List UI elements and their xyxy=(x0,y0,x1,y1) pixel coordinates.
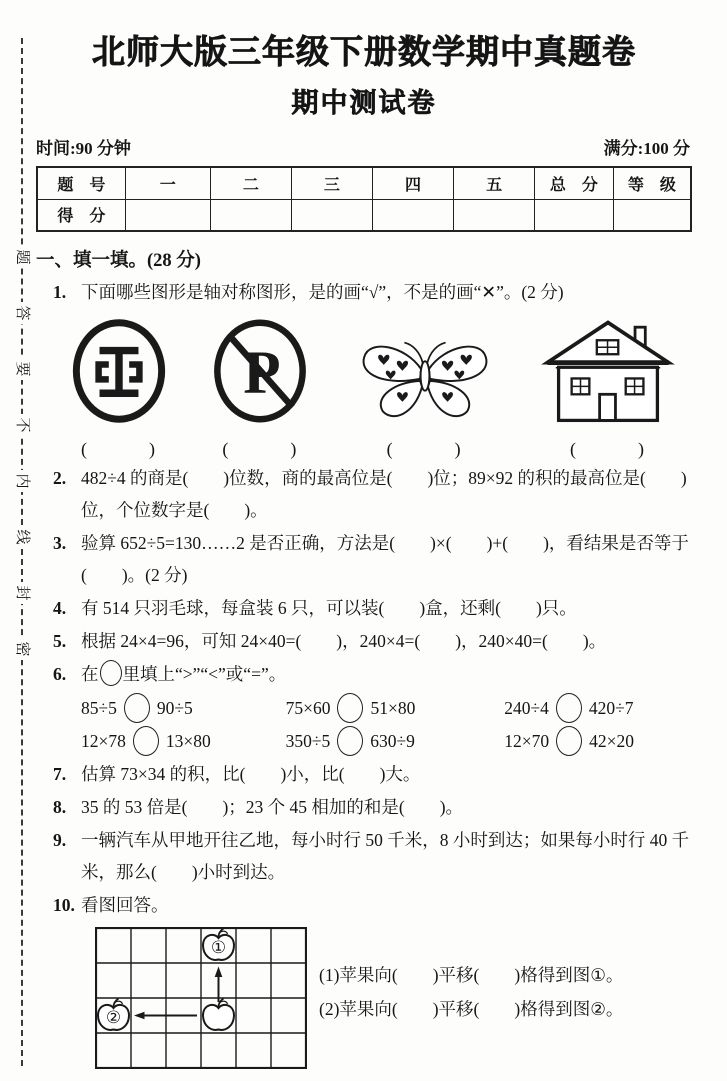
question-text: 根据 24×4=96，可知 24×40=( )，240×4=( )，240×40=( )。 xyxy=(81,631,607,651)
apple-1-label: ① xyxy=(210,938,227,958)
header-cell: 三 xyxy=(291,167,372,199)
question-7 xyxy=(36,758,692,790)
question-text: 验算 652÷5=130……2 是否正确，方法是( )×( )+( )，看结果是否等于( )。(2 分) xyxy=(81,533,689,585)
time-label: 时间:90 分钟 xyxy=(36,139,131,158)
score-cell-empty xyxy=(454,199,535,231)
fill-circle-icon xyxy=(100,660,122,686)
page-title: 北师大版三年级下册数学期中真题卷 xyxy=(92,33,636,70)
house-icon xyxy=(538,316,678,426)
sub-question: (1)苹果向( )平移( )格得到图①。 xyxy=(319,964,624,985)
full-score-label: 满分:100 分 xyxy=(603,139,690,158)
seal-char: 内 xyxy=(11,470,33,492)
question-8 xyxy=(36,791,692,823)
exam-subtitle: 期中测试卷 xyxy=(291,88,437,118)
fill-circle-icon xyxy=(337,726,363,756)
score-row-label: 得 分 xyxy=(37,199,125,231)
seal-char: 答 xyxy=(11,302,33,324)
left-expression: 12×78 xyxy=(81,730,126,751)
right-expression: 630÷9 xyxy=(370,730,415,751)
left-expression: 350÷5 xyxy=(285,730,331,751)
sub-question: (2)苹果向( )平移( )格得到图②。 xyxy=(319,998,624,1019)
seal-char: 不 xyxy=(11,414,33,436)
bank-logo-icon xyxy=(68,316,170,426)
right-expression: 90÷5 xyxy=(156,697,193,718)
header-cell: 五 xyxy=(454,167,535,199)
right-expression: 51×80 xyxy=(370,697,416,718)
right-expression: 13×80 xyxy=(165,730,211,751)
header-cell: 总 分 xyxy=(535,167,613,199)
answer-blank: ( ) xyxy=(81,439,157,459)
figure-bank-logo xyxy=(68,316,170,461)
question-5 xyxy=(36,625,692,657)
q6-comparison-row xyxy=(36,726,692,756)
question-number: 8. xyxy=(53,797,67,817)
apple-1 xyxy=(203,929,234,960)
no-parking-icon xyxy=(209,316,311,426)
answer-blank: ( ) xyxy=(386,439,463,459)
question-text: 估算 73×34 的积，比( )小，比( )大。 xyxy=(81,764,421,784)
right-expression: 42×20 xyxy=(589,730,635,751)
answer-blank: ( ) xyxy=(222,439,299,459)
question-number: 7. xyxy=(53,764,67,784)
question-text: 35 的 53 倍是( )；23 个 45 相加的和是( )。 xyxy=(81,797,464,817)
fill-circle-icon xyxy=(556,726,582,756)
butterfly-icon xyxy=(351,320,499,426)
figure-butterfly xyxy=(351,320,499,461)
header-cell: 题 号 xyxy=(37,167,125,199)
seal-margin-text xyxy=(8,246,35,660)
header-cell: 二 xyxy=(210,167,291,199)
seal-char: 密 xyxy=(11,638,33,660)
question-number: 10. xyxy=(53,895,75,915)
left-expression: 12×70 xyxy=(504,730,550,751)
q10-diagram-row xyxy=(36,927,692,1069)
letter-p: P xyxy=(243,339,282,408)
fill-circle-icon xyxy=(124,693,150,723)
question-3 xyxy=(36,527,692,591)
question-number: 3. xyxy=(53,533,67,553)
question-number: 5. xyxy=(53,631,67,651)
figure-house xyxy=(538,316,678,461)
question-10 xyxy=(36,889,692,921)
score-table xyxy=(36,166,692,232)
question-number: 4. xyxy=(53,598,67,618)
right-expression: 420÷7 xyxy=(588,697,634,718)
fill-circle-icon xyxy=(556,693,582,723)
q10-sub-questions xyxy=(319,962,623,1021)
question-6 xyxy=(36,658,692,690)
score-cell-empty xyxy=(291,199,372,231)
header-cell: 四 xyxy=(372,167,453,199)
apple-2 xyxy=(98,999,129,1030)
header-cell: 一 xyxy=(125,167,210,199)
question-number: 2. xyxy=(53,468,67,488)
question-number: 6. xyxy=(53,664,67,684)
question-text: 里填上“>”“<”或“=”。 xyxy=(122,664,287,684)
header-cell: 等 级 xyxy=(613,167,691,199)
score-table-header-row xyxy=(37,167,691,199)
left-expression: 85÷5 xyxy=(81,697,117,718)
question-text: 有 514 只羽毛球，每盒装 6 只，可以装( )盒，还剩( )只。 xyxy=(81,598,577,618)
question-9 xyxy=(36,824,692,888)
left-expression: 240÷4 xyxy=(504,697,549,718)
up-arrow-icon xyxy=(215,967,223,1003)
question-text: 在 xyxy=(81,664,99,684)
question-text: 下面哪些图形是轴对称图形，是的画“√”，不是的画“✕”。(2 分) xyxy=(81,282,564,302)
question-number: 9. xyxy=(53,830,67,850)
apple-start xyxy=(203,999,234,1030)
translation-grid-diagram xyxy=(95,927,307,1069)
seal-char: 要 xyxy=(11,358,33,380)
page-content xyxy=(36,12,692,1069)
score-cell-empty xyxy=(372,199,453,231)
comparison-item xyxy=(81,693,286,723)
comparison-item xyxy=(286,726,505,756)
fill-circle-icon xyxy=(337,693,363,723)
seal-char: 题 xyxy=(11,246,33,268)
q1-figures-row xyxy=(36,308,692,461)
score-cell-empty xyxy=(613,199,691,231)
apple-2-label: ② xyxy=(105,1008,122,1028)
question-2 xyxy=(36,462,692,526)
figure-no-parking xyxy=(209,316,311,461)
fill-circle-icon xyxy=(133,726,159,756)
comparison-item xyxy=(504,693,692,723)
seal-char: 封 xyxy=(11,582,33,604)
question-text: 看图回答。 xyxy=(81,895,169,915)
seal-char: 线 xyxy=(11,526,33,548)
score-table-score-row xyxy=(37,199,691,231)
question-number: 1. xyxy=(53,282,67,302)
question-text: 482÷4 的商是( )位数，商的最高位是( )位；89×92 的积的最高位是( )位，个位数字是( )。 xyxy=(81,468,687,520)
question-4 xyxy=(36,592,692,624)
score-cell-empty xyxy=(210,199,291,231)
question-text: 一辆汽车从甲地开往乙地，每小时行 50 千米，8 小时到达；如果每小时行 40 千米，那么( )小时到达。 xyxy=(81,830,690,882)
score-cell-empty xyxy=(535,199,613,231)
comparison-item xyxy=(286,693,505,723)
comparison-item xyxy=(81,726,286,756)
exam-meta-row xyxy=(36,134,690,159)
left-expression: 75×60 xyxy=(285,697,331,718)
score-cell-empty xyxy=(125,199,210,231)
answer-blank: ( ) xyxy=(569,439,646,459)
question-1 xyxy=(36,276,692,308)
comparison-item xyxy=(504,726,692,756)
q6-comparison-row xyxy=(36,693,692,723)
section-one-heading: 一、填一填。(28 分) xyxy=(36,251,201,271)
